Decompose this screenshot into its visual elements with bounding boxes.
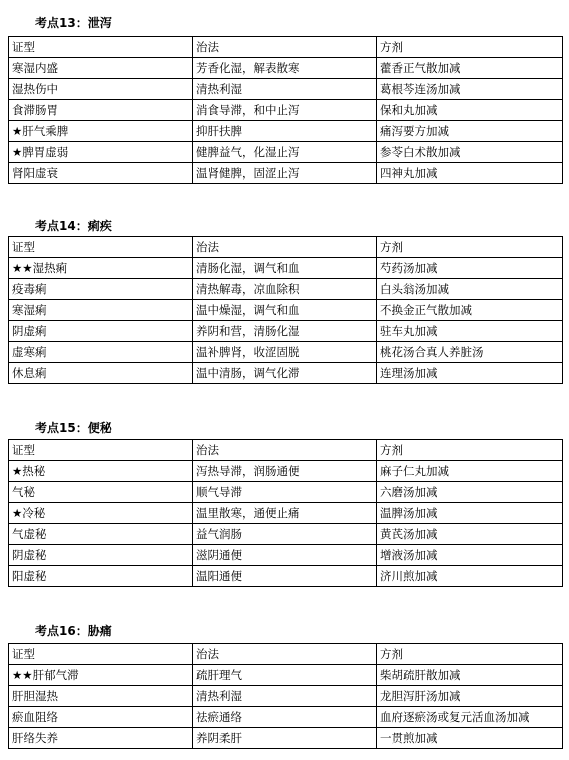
- table-header-row: [9, 37, 563, 58]
- formula-cell: 增液汤加减: [377, 545, 563, 566]
- syndrome-cell: 疫毒痢: [9, 279, 193, 300]
- table-row: [9, 363, 563, 384]
- table-row: [9, 503, 563, 524]
- formula-cell: 驻车丸加减: [377, 321, 563, 342]
- table-row: [9, 142, 563, 163]
- treatment-cell: 健脾益气，化湿止泻: [193, 142, 377, 163]
- table-header-row: [9, 237, 563, 258]
- treatment-cell: 温中清肠，调气化滞: [193, 363, 377, 384]
- formula-cell: 藿香正气散加减: [377, 58, 563, 79]
- column-header: 方剂: [377, 237, 563, 258]
- syndrome-cell: 肝络失养: [9, 728, 193, 749]
- column-header: 证型: [9, 37, 193, 58]
- syndrome-cell: 湿热伤中: [9, 79, 193, 100]
- table-row: [9, 665, 563, 686]
- section-title: 考点13：泄泻: [35, 16, 112, 30]
- formula-cell: 龙胆泻肝汤加减: [377, 686, 563, 707]
- treatment-cell: 温中燥湿，调气和血: [193, 300, 377, 321]
- table-row: [9, 258, 563, 279]
- treatment-cell: 清热利湿: [193, 686, 377, 707]
- treatment-cell: 清热利湿: [193, 79, 377, 100]
- formula-cell: 麻子仁丸加减: [377, 461, 563, 482]
- syndrome-cell: 虚寒痢: [9, 342, 193, 363]
- treatment-cell: 滋阴通便: [193, 545, 377, 566]
- table-row: [9, 342, 563, 363]
- treatment-cell: 养阴和营，清肠化湿: [193, 321, 377, 342]
- formula-cell: 六磨汤加减: [377, 482, 563, 503]
- syndrome-cell: ★热秘: [9, 461, 193, 482]
- formula-cell: 柴胡疏肝散加减: [377, 665, 563, 686]
- table-row: [9, 728, 563, 749]
- formula-cell: 温脾汤加减: [377, 503, 563, 524]
- syndrome-cell: 气虚秘: [9, 524, 193, 545]
- formula-cell: 痛泻要方加减: [377, 121, 563, 142]
- section-table: [8, 439, 563, 587]
- section-table: [8, 236, 563, 384]
- column-header: 证型: [9, 440, 193, 461]
- table-row: [9, 300, 563, 321]
- syndrome-cell: 休息痢: [9, 363, 193, 384]
- column-header: 证型: [9, 644, 193, 665]
- treatment-cell: 祛瘀通络: [193, 707, 377, 728]
- formula-cell: 连理汤加减: [377, 363, 563, 384]
- table-row: [9, 79, 563, 100]
- formula-cell: 济川煎加减: [377, 566, 563, 587]
- syndrome-cell: 肝胆湿热: [9, 686, 193, 707]
- treatment-cell: 清热解毒，凉血除积: [193, 279, 377, 300]
- formula-cell: 参苓白术散加减: [377, 142, 563, 163]
- syndrome-cell: ★脾胃虚弱: [9, 142, 193, 163]
- treatment-cell: 泻热导滞，润肠通便: [193, 461, 377, 482]
- column-header: 证型: [9, 237, 193, 258]
- treatment-cell: 温补脾肾，收涩固脱: [193, 342, 377, 363]
- formula-cell: 保和丸加减: [377, 100, 563, 121]
- section-title: 考点16：胁痛: [35, 624, 112, 638]
- syndrome-cell: ★冷秘: [9, 503, 193, 524]
- table-row: [9, 524, 563, 545]
- syndrome-cell: ★肝气乘脾: [9, 121, 193, 142]
- table-row: [9, 321, 563, 342]
- syndrome-cell: 寒湿痢: [9, 300, 193, 321]
- section-title: 考点15：便秘: [35, 421, 112, 435]
- syndrome-cell: 阴虚秘: [9, 545, 193, 566]
- treatment-cell: 抑肝扶脾: [193, 121, 377, 142]
- syndrome-cell: 阴虚痢: [9, 321, 193, 342]
- treatment-cell: 温肾健脾，固涩止泻: [193, 163, 377, 184]
- formula-cell: 不换金正气散加减: [377, 300, 563, 321]
- table-header-row: [9, 440, 563, 461]
- treatment-cell: 芳香化湿，解表散寒: [193, 58, 377, 79]
- syndrome-cell: 阳虚秘: [9, 566, 193, 587]
- treatment-cell: 顺气导滞: [193, 482, 377, 503]
- table-row: [9, 461, 563, 482]
- column-header: 治法: [193, 440, 377, 461]
- table-row: [9, 279, 563, 300]
- syndrome-cell: 气秘: [9, 482, 193, 503]
- syndrome-cell: 食滞肠胃: [9, 100, 193, 121]
- treatment-cell: 清肠化湿，调气和血: [193, 258, 377, 279]
- table-row: [9, 58, 563, 79]
- formula-cell: 白头翁汤加减: [377, 279, 563, 300]
- section-table: [8, 643, 563, 749]
- table-row: [9, 482, 563, 503]
- table-row: [9, 566, 563, 587]
- column-header: 治法: [193, 237, 377, 258]
- syndrome-cell: ★★肝郁气滞: [9, 665, 193, 686]
- column-header: 方剂: [377, 440, 563, 461]
- table-row: [9, 163, 563, 184]
- table-row: [9, 100, 563, 121]
- table-row: [9, 121, 563, 142]
- column-header: 方剂: [377, 644, 563, 665]
- formula-cell: 芍药汤加减: [377, 258, 563, 279]
- formula-cell: 葛根芩连汤加减: [377, 79, 563, 100]
- table-row: [9, 686, 563, 707]
- section-title: 考点14：痢疾: [35, 219, 112, 233]
- formula-cell: 黄芪汤加减: [377, 524, 563, 545]
- treatment-cell: 消食导滞，和中止泻: [193, 100, 377, 121]
- syndrome-cell: ★★湿热痢: [9, 258, 193, 279]
- section-table: [8, 36, 563, 184]
- treatment-cell: 疏肝理气: [193, 665, 377, 686]
- column-header: 治法: [193, 37, 377, 58]
- syndrome-cell: 瘀血阻络: [9, 707, 193, 728]
- table-header-row: [9, 644, 563, 665]
- treatment-cell: 温里散寒，通便止痛: [193, 503, 377, 524]
- table-row: [9, 707, 563, 728]
- formula-cell: 四神丸加减: [377, 163, 563, 184]
- treatment-cell: 养阴柔肝: [193, 728, 377, 749]
- table-row: [9, 545, 563, 566]
- syndrome-cell: 肾阳虚衰: [9, 163, 193, 184]
- formula-cell: 一贯煎加减: [377, 728, 563, 749]
- formula-cell: 桃花汤合真人养脏汤: [377, 342, 563, 363]
- treatment-cell: 益气润肠: [193, 524, 377, 545]
- column-header: 方剂: [377, 37, 563, 58]
- column-header: 治法: [193, 644, 377, 665]
- syndrome-cell: 寒湿内盛: [9, 58, 193, 79]
- treatment-cell: 温阳通便: [193, 566, 377, 587]
- formula-cell: 血府逐瘀汤或复元活血汤加减: [377, 707, 563, 728]
